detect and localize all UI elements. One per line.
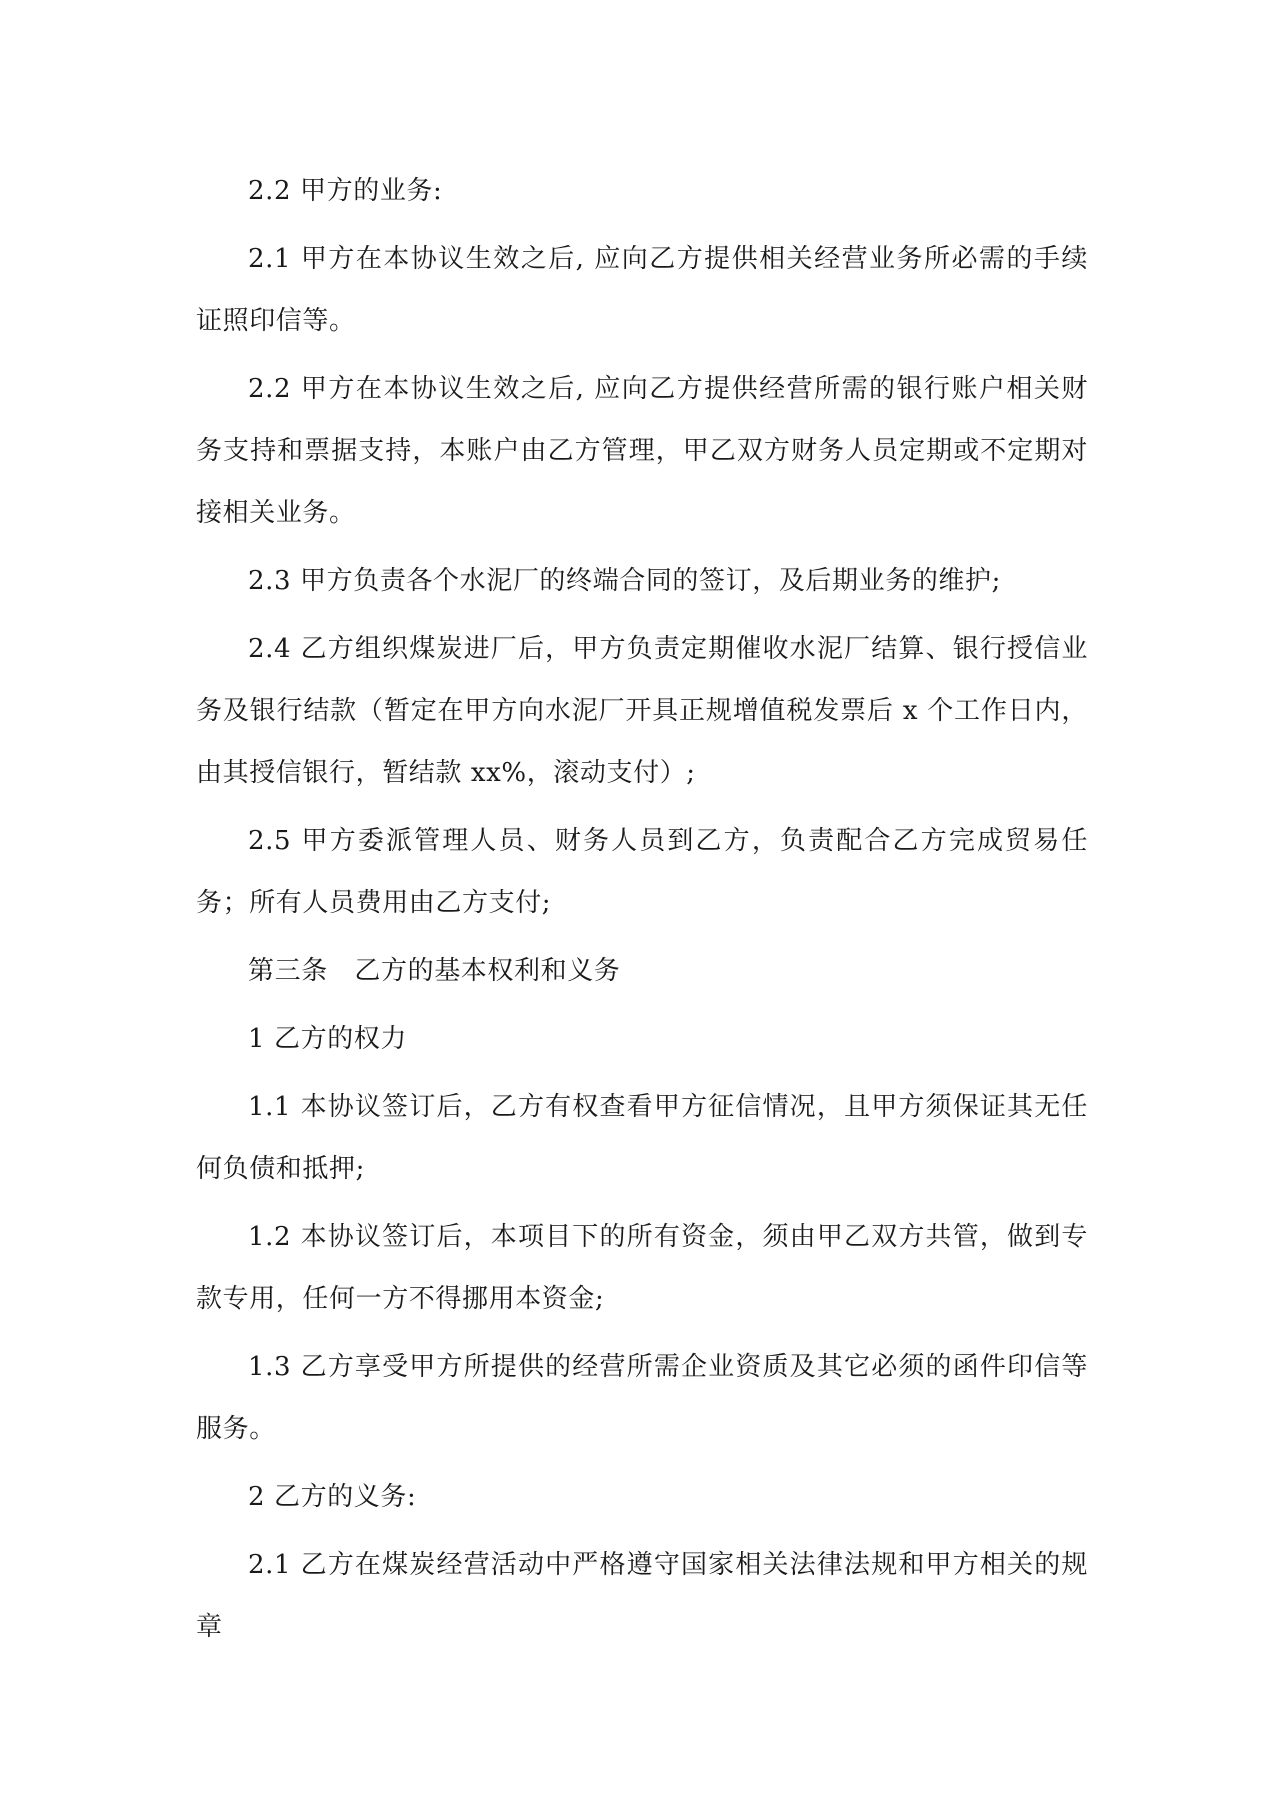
section-heading-party-b-obligations: 2 乙方的义务:: [248, 1482, 417, 1512]
clause-1-2: 1.2 本协议签订后，本项目下的所有资金，须由甲乙双方共管，做到专款专用，任何一方不得挪用本资金;: [196, 1222, 1088, 1314]
clause-b-2-1: 2.1 乙方在煤炭经营活动中严格遵守国家相关法律法规和甲方相关的规章: [196, 1550, 1088, 1642]
section-heading-party-b-rights: 1 乙方的权力: [248, 1024, 408, 1054]
document-body: [196, 160, 1088, 1664]
section-heading-party-a-business: 2.2 甲方的业务:: [248, 176, 443, 206]
clause-2-4: 2.4 乙方组织煤炭进厂后，甲方负责定期催收水泥厂结算、银行授信业务及银行结款（暂定在甲方向水泥厂开具正规增值税发票后 x 个工作日内，由其授信银行，暂结款 xx%，滚动支付）;: [196, 634, 1088, 788]
article-3-heading: 第三条 乙方的基本权利和义务: [248, 956, 621, 986]
clause-2-5: 2.5 甲方委派管理人员、财务人员到乙方，负责配合乙方完成贸易任务；所有人员费用由乙方支付;: [196, 826, 1088, 918]
clause-2-1: 2.1 甲方在本协议生效之后, 应向乙方提供相关经营业务所必需的手续证照印信等。: [196, 244, 1088, 336]
clause-1-3: 1.3 乙方享受甲方所提供的经营所需企业资质及其它必须的函件印信等服务。: [196, 1352, 1088, 1444]
clause-2-3: 2.3 甲方负责各个水泥厂的终端合同的签订，及后期业务的维护;: [248, 566, 1001, 596]
clause-1-1: 1.1 本协议签订后，乙方有权查看甲方征信情况，且甲方须保证其无任何负债和抵押;: [196, 1092, 1088, 1184]
clause-2-2: 2.2 甲方在本协议生效之后, 应向乙方提供经营所需的银行账户相关财务支持和票据支持，本账户由乙方管理，甲乙双方财务人员定期或不定期对接相关业务。: [196, 374, 1088, 528]
